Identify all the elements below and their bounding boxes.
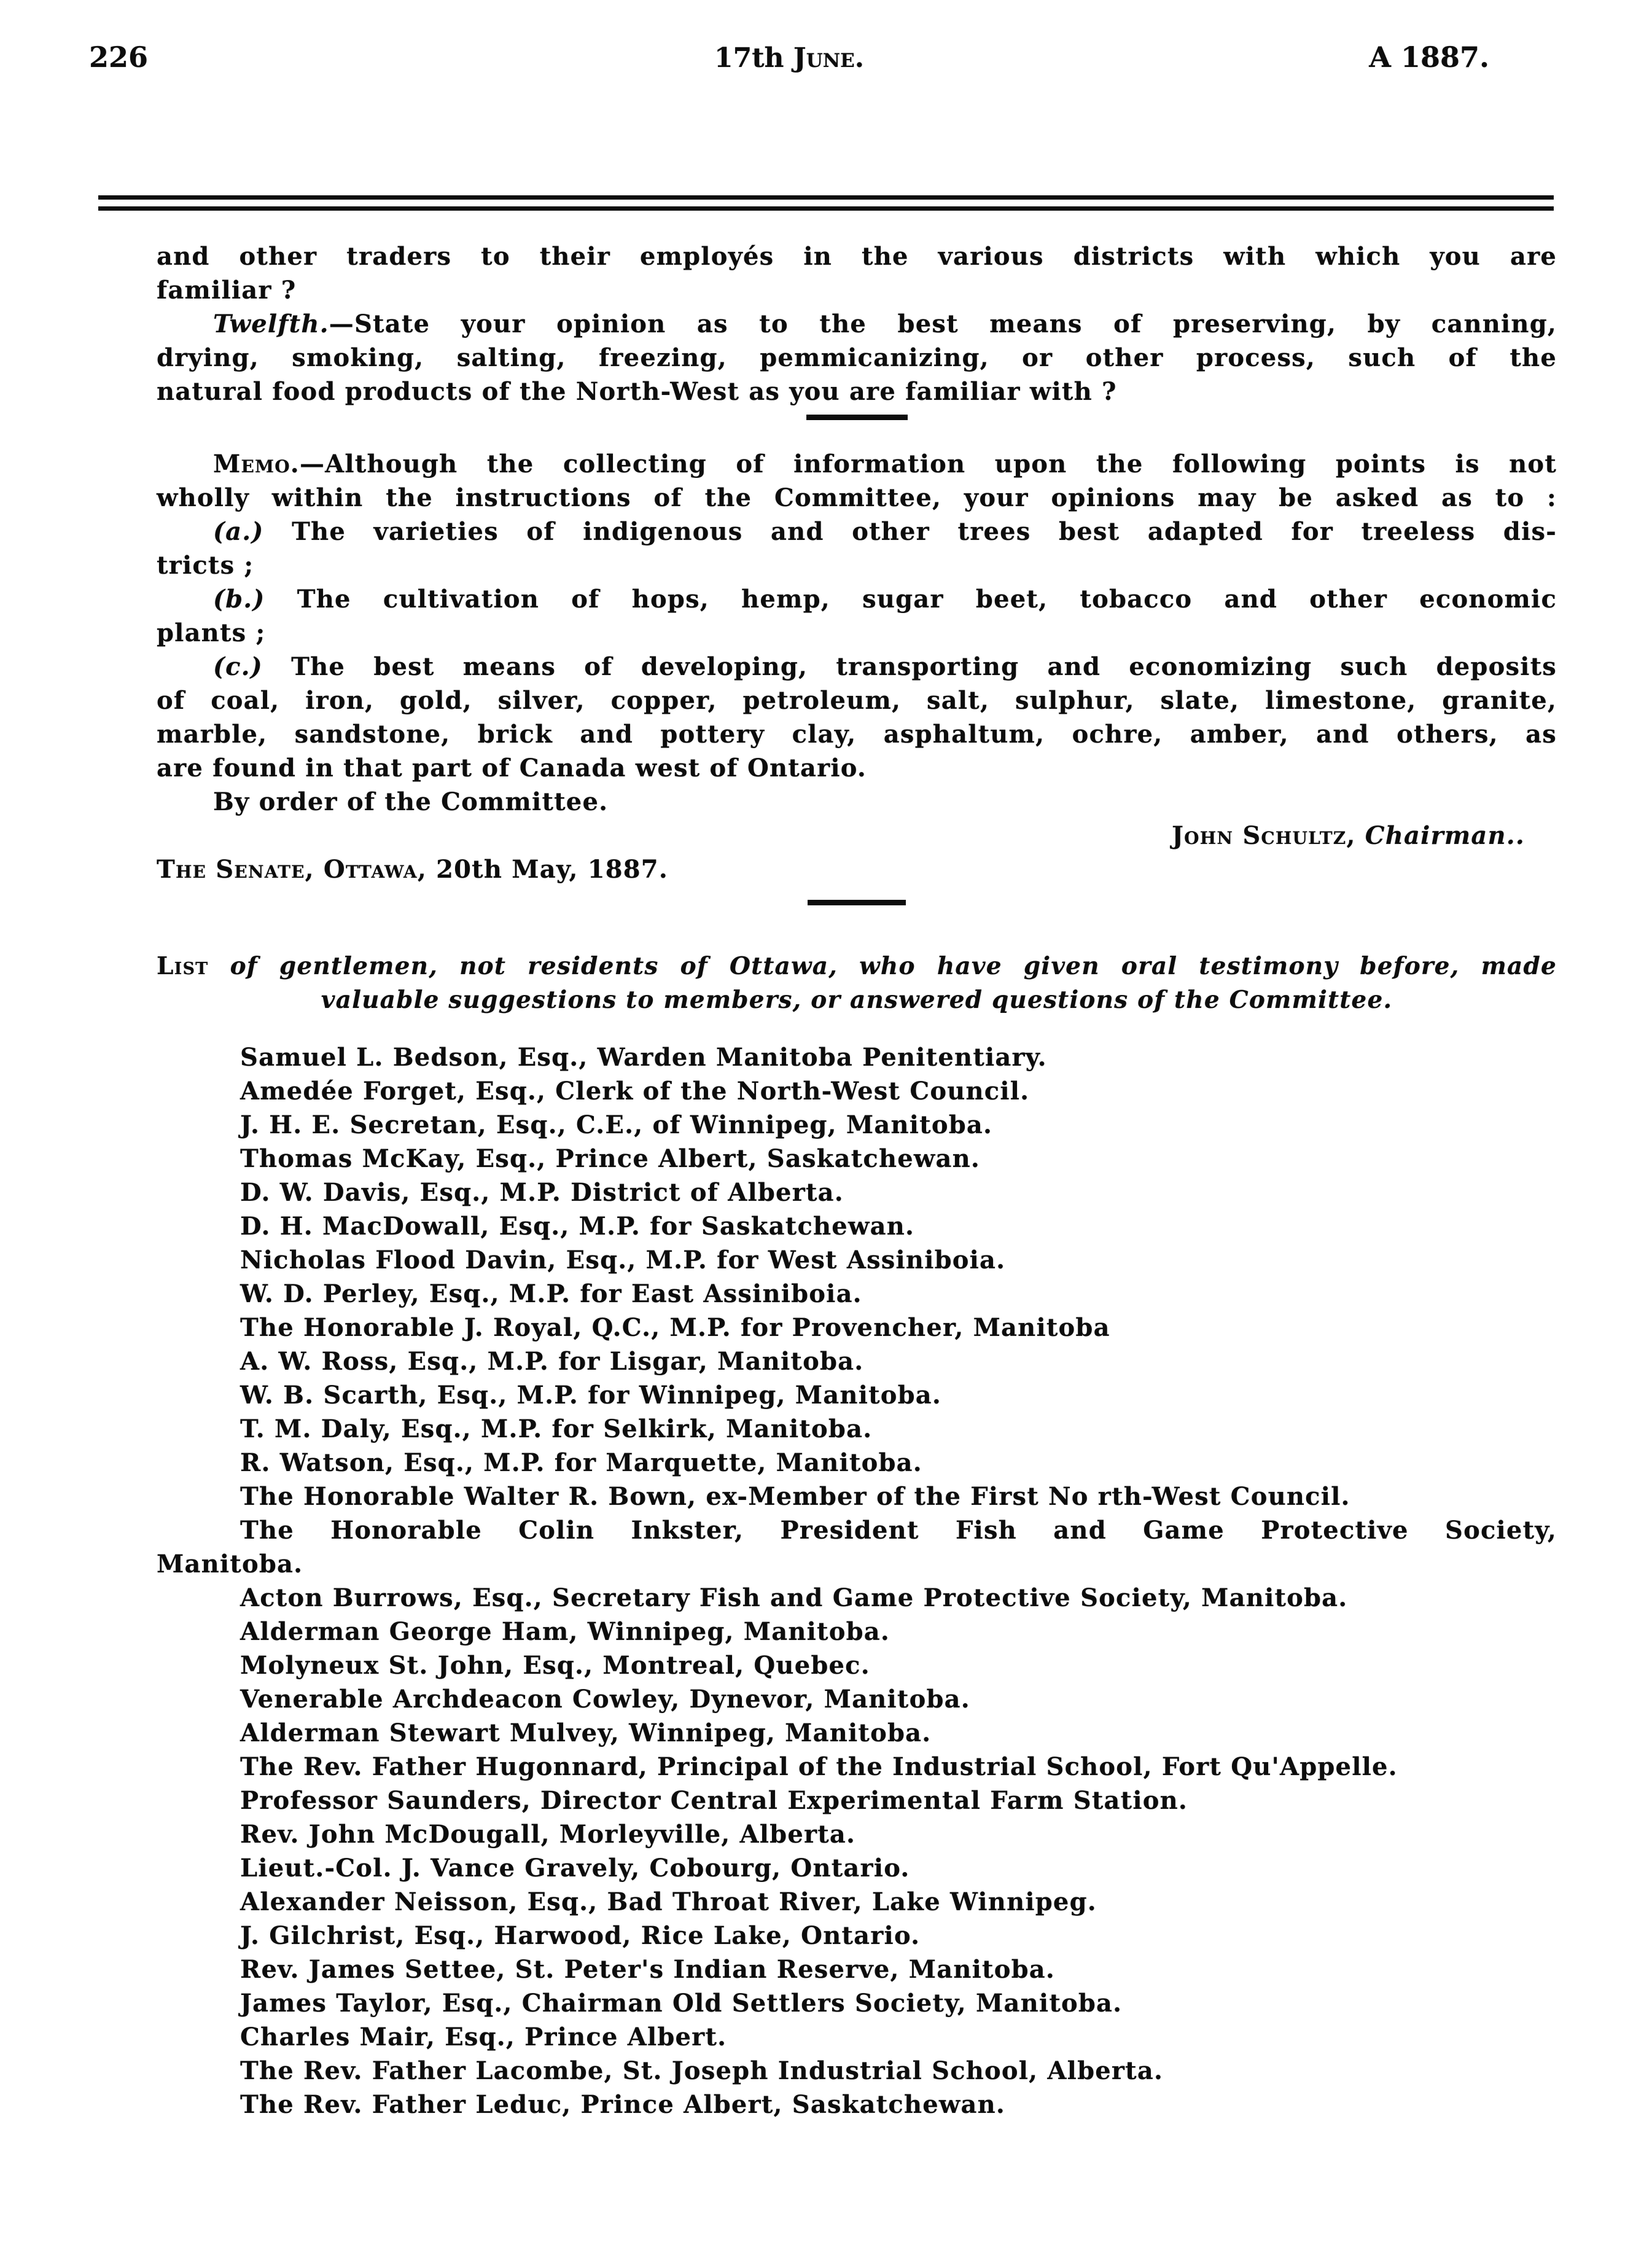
paragraph-line: and other traders to their employés in the various districts with which you are xyxy=(157,242,1557,271)
memo-item-a: (a.) The varieties of indigenous and other trees best adapted for treeless dis- xyxy=(213,517,1557,546)
memo-line: wholly within the instructions of the Committee, your opinions may be asked as to : xyxy=(157,483,1557,512)
document-body xyxy=(157,240,1557,2121)
memo-item-c-wrap: of coal, iron, gold, silver, copper, petroleum, salt, sulphur, slate, limestone, granite, xyxy=(157,686,1557,715)
paragraph-line: drying, smoking, salting, freezing, pemmicanizing, or other process, such of the xyxy=(157,343,1557,372)
list-item: Professor Saunders, Director Central Experimental Farm Station. xyxy=(240,1786,1188,1815)
list-item: A. W. Ross, Esq., M.P. for Lisgar, Manitoba. xyxy=(240,1347,864,1376)
list-item: The Honorable J. Royal, Q.C., M.P. for Provencher, Manitoba xyxy=(240,1313,1110,1342)
list-item: W. B. Scarth, Esq., M.P. for Winnipeg, Manitoba. xyxy=(240,1381,942,1410)
doc-reference: A 1887. xyxy=(1369,41,1490,74)
list-item-wrap: Manitoba. xyxy=(157,1550,303,1579)
header-date: 17th June. xyxy=(714,42,865,74)
item-a-marker: (a.) xyxy=(213,517,264,546)
signature xyxy=(157,819,1557,853)
memo-item-c-wrap: marble, sandstone, brick and pottery clay, asphaltum, ochre, amber, and others, as xyxy=(157,720,1557,749)
list-item: Molyneux St. John, Esq., Montreal, Quebec. xyxy=(240,1651,870,1680)
list-item: James Taylor, Esq., Chairman Old Settlers Society, Manitoba. xyxy=(240,1989,1123,2018)
list-item: The Rev. Father Leduc, Prince Albert, Saskatchewan. xyxy=(240,2090,1006,2119)
list-item: W. D. Perley, Esq., M.P. for East Assiniboia. xyxy=(240,1279,862,1308)
list-item: Nicholas Flood Davin, Esq., M.P. for West Assiniboia. xyxy=(240,1246,1006,1274)
list-item: Rev. John McDougall, Morleyville, Alberta. xyxy=(240,1820,856,1849)
list-item: Thomas McKay, Esq., Prince Albert, Saskatchewan. xyxy=(240,1144,981,1173)
list-item: D. H. MacDowall, Esq., M.P. for Saskatchewan. xyxy=(240,1212,915,1241)
list-item: The Honorable Colin Inkster, President Fish and Game Protective Society, xyxy=(240,1516,1557,1545)
memo-item-b: (b.) The cultivation of hops, hemp, sugar beet, tobacco and other economic xyxy=(213,585,1557,614)
list-intro-line: valuable suggestions to members, or answered questions of the Committee. xyxy=(321,986,1393,1014)
list-item: Alderman George Ham, Winnipeg, Manitoba. xyxy=(240,1617,890,1646)
list-item: Alexander Neisson, Esq., Bad Throat River, Lake Winnipeg. xyxy=(240,1887,1097,1916)
list-intro-line: List of gentlemen, not residents of Ottawa, who have given oral testimony before, made xyxy=(157,952,1557,980)
list-item: Lieut.-Col. J. Vance Gravely, Cobourg, Ontario. xyxy=(240,1854,910,1883)
list-item: The Honorable Walter R. Bown, ex-Member of the First No rth-West Council. xyxy=(240,1482,1350,1511)
list-item: T. M. Daly, Esq., M.P. for Selkirk, Manitoba. xyxy=(240,1415,873,1443)
list-item: J. H. E. Secretan, Esq., C.E., of Winnipeg, Manitoba. xyxy=(240,1110,993,1139)
memo-item-c: (c.) The best means of developing, transporting and economizing such deposits xyxy=(213,652,1557,681)
memo-item-b-wrap: plants ; xyxy=(157,619,266,647)
list-item: Rev. James Settee, St. Peter's Indian Reserve, Manitoba. xyxy=(240,1955,1056,1984)
list-item: R. Watson, Esq., M.P. for Marquette, Manitoba. xyxy=(240,1448,922,1477)
list-item: D. W. Davis, Esq., M.P. District of Alberta. xyxy=(240,1178,844,1207)
gentlemen-list xyxy=(157,1040,1557,2121)
list-item: Acton Burrows, Esq., Secretary Fish and Game Protective Society, Manitoba. xyxy=(240,1583,1348,1612)
twelfth-label: Twelfth. xyxy=(213,310,329,338)
memo-item-a-wrap: tricts ; xyxy=(157,551,254,580)
section-divider xyxy=(808,900,906,905)
section-divider xyxy=(806,415,908,420)
page-number: 226 xyxy=(89,41,149,74)
page-header xyxy=(89,41,1489,74)
dateline: The Senate, Ottawa, 20th May, 1887. xyxy=(157,855,668,884)
list-item: Samuel L. Bedson, Esq., Warden Manitoba Penitentiary. xyxy=(240,1043,1047,1072)
list-item: Amedée Forget, Esq., Clerk of the North-West Council. xyxy=(240,1077,1030,1106)
paragraph-line: natural food products of the North-West as you are familiar with ? xyxy=(157,377,1117,406)
memo-line: Memo.—Although the collecting of information upon the following points is not xyxy=(213,450,1557,478)
item-c-marker: (c.) xyxy=(213,652,263,681)
item-b-marker: (b.) xyxy=(213,585,265,614)
signature-name: John Schultz, xyxy=(1172,821,1356,850)
list-item: The Rev. Father Lacombe, St. Joseph Industrial School, Alberta. xyxy=(240,2056,1164,2085)
list-label: List xyxy=(157,952,209,980)
list-item: The Rev. Father Hugonnard, Principal of the Industrial School, Fort Qu'Appelle. xyxy=(240,1752,1398,1781)
memo-item-c-wrap: are found in that part of Canada west of Ontario. xyxy=(157,754,867,783)
list-item: Charles Mair, Esq., Prince Albert. xyxy=(240,2023,727,2051)
double-rule xyxy=(98,195,1554,211)
signature-title: Chairman.. xyxy=(1365,821,1525,850)
paragraph-line: familiar ? xyxy=(157,276,297,305)
list-item: J. Gilchrist, Esq., Harwood, Rice Lake, Ontario. xyxy=(240,1921,921,1950)
memo-label: Memo. xyxy=(213,450,300,478)
list-item: Alderman Stewart Mulvey, Winnipeg, Manitoba. xyxy=(240,1719,932,1747)
paragraph-line: Twelfth.—State your opinion as to the best means of preserving, by canning, xyxy=(213,310,1557,338)
closing-line: By order of the Committee. xyxy=(213,787,609,816)
list-item: Venerable Archdeacon Cowley, Dynevor, Manitoba. xyxy=(240,1685,970,1714)
